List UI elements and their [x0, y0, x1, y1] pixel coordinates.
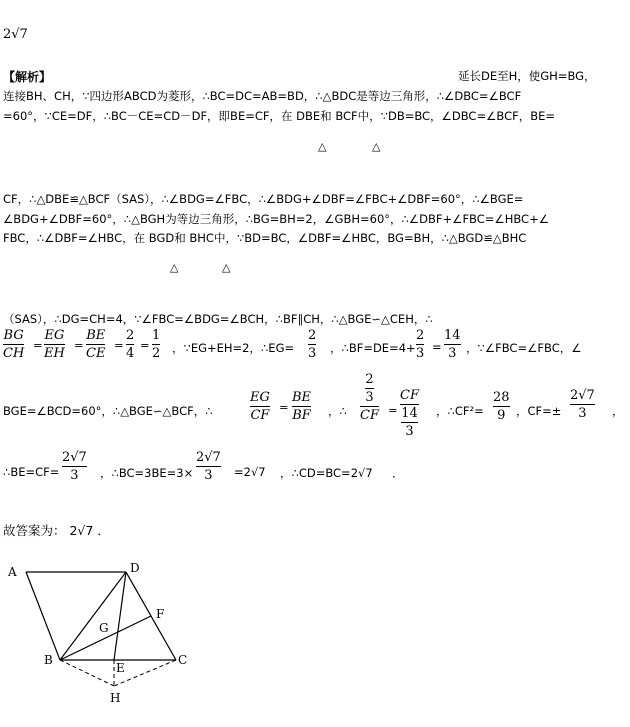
fraction-14-3: 14 3 [444, 328, 461, 361]
solution-line-8b: ，∴BF=DE=4+ [330, 341, 416, 355]
fraction-3be-value: 2√7 3 [196, 450, 221, 483]
fraction-be-ce: BE CE [86, 328, 106, 361]
label-b: B [44, 653, 53, 667]
fraction-2-4: 2 4 [126, 328, 135, 361]
solution-line-9a: BGE=∠BCD=60°，∴△BGE∽△BCF，∴ [3, 404, 213, 418]
solution-line-4: CF，∴△DBE≌△BCF（SAS），∴∠BDG=∠FBC，∴∠BDG+∠DBF=∠FBC+∠DBF=60°，∴∠BGE= [3, 192, 524, 206]
solution-line-9b: ，∴ [328, 404, 347, 418]
fraction-be-bf: BE BF [292, 390, 312, 423]
label-g: G [99, 621, 109, 635]
final-answer: 故答案为： 2√7 ． [3, 523, 110, 538]
solution-line-2: 连接BH、CH，∵四边形ABCD为菱形，∴BC=DC=AB=BD，∴△BDC是等边三角形，∴∠DBC=∠BCF [3, 89, 522, 103]
fraction-eg-eh: EG EH [44, 328, 65, 361]
solution-line-9e: ， [612, 404, 624, 418]
fraction-1-2: 1 2 [152, 328, 161, 361]
solution-line-10d: ，∴CD=BC=2√7 [280, 466, 373, 480]
label-c: C [178, 653, 188, 667]
solution-line-9d: ，CF=± [516, 404, 562, 418]
solution-line-10e: ． [392, 466, 404, 480]
fraction-eg-value: 2 3 [308, 328, 317, 361]
fraction-cf-value: 2√7 3 [570, 388, 595, 421]
solution-line-10c: =2√7 [234, 465, 266, 479]
solution-line-9c: ，∴CF²= [436, 404, 484, 418]
solution-line-6: FBC，∴∠DBF=∠HBC，在 BGD和 BHC中，∵BD=BC，∠DBF=∠HBC，BG=BH，∴△BGD≌△BHC [3, 231, 527, 245]
solution-line-3: =60°，∵CE=DF，∴BC－CE=CD－DF，即BE=CF，在 DBE和 BCF中，∵DB=BC，∠DBC=∠BCF，BE= [3, 109, 556, 123]
solution-line-8d: ，∵∠FBC=∠FBC，∠ [466, 341, 582, 355]
label-h: H [110, 691, 121, 705]
triangle-symbol-1: △ [318, 140, 327, 153]
solution-heading: 【解析】 [3, 70, 52, 84]
label-e: E [116, 661, 125, 675]
answer-top: 2√7 [3, 27, 28, 42]
solution-line-8a: ，∵EG+EH=2，∴EG= [172, 341, 295, 355]
rhombus-figure [0, 560, 200, 720]
triangle-symbol-4: △ [222, 261, 231, 274]
complex-fraction-left: 2 3 CF [360, 372, 379, 423]
solution-line-1: 延长DE至H，使GH=BG， [458, 69, 596, 83]
solution-line-10a: ∴BE=CF= [3, 465, 60, 479]
solution-line-10b: ，∴BC=3BE=3× [100, 466, 194, 480]
solution-line-8c: = [432, 340, 442, 354]
triangle-symbol-2: △ [372, 140, 381, 153]
fraction-2-3: 2 3 [416, 328, 425, 361]
label-f: F [156, 607, 165, 621]
fraction-28-9: 28 9 [493, 390, 510, 423]
solution-line-7: （SAS），∴DG=CH=4，∵∠FBC=∠BDG=∠BCH，∴BF∥CH，∴△BGE∽△CEH，∴ [3, 312, 433, 326]
solution-line-5: ∠BDG+∠DBF=60°，∴△BGH为等边三角形，∴BG=BH=2，∠GBH=60°，∴∠DBF+∠FBC=∠HBC+∠ [3, 212, 550, 226]
complex-fraction-right: CF 14 3 [400, 388, 419, 439]
fraction-eg-cf: EG CF [250, 390, 270, 423]
label-a: A [8, 565, 17, 579]
label-d: D [130, 561, 140, 575]
fraction-bg-ch: BG CH [3, 328, 25, 361]
triangle-symbol-3: △ [170, 261, 179, 274]
fraction-be-value: 2√7 3 [62, 450, 87, 483]
